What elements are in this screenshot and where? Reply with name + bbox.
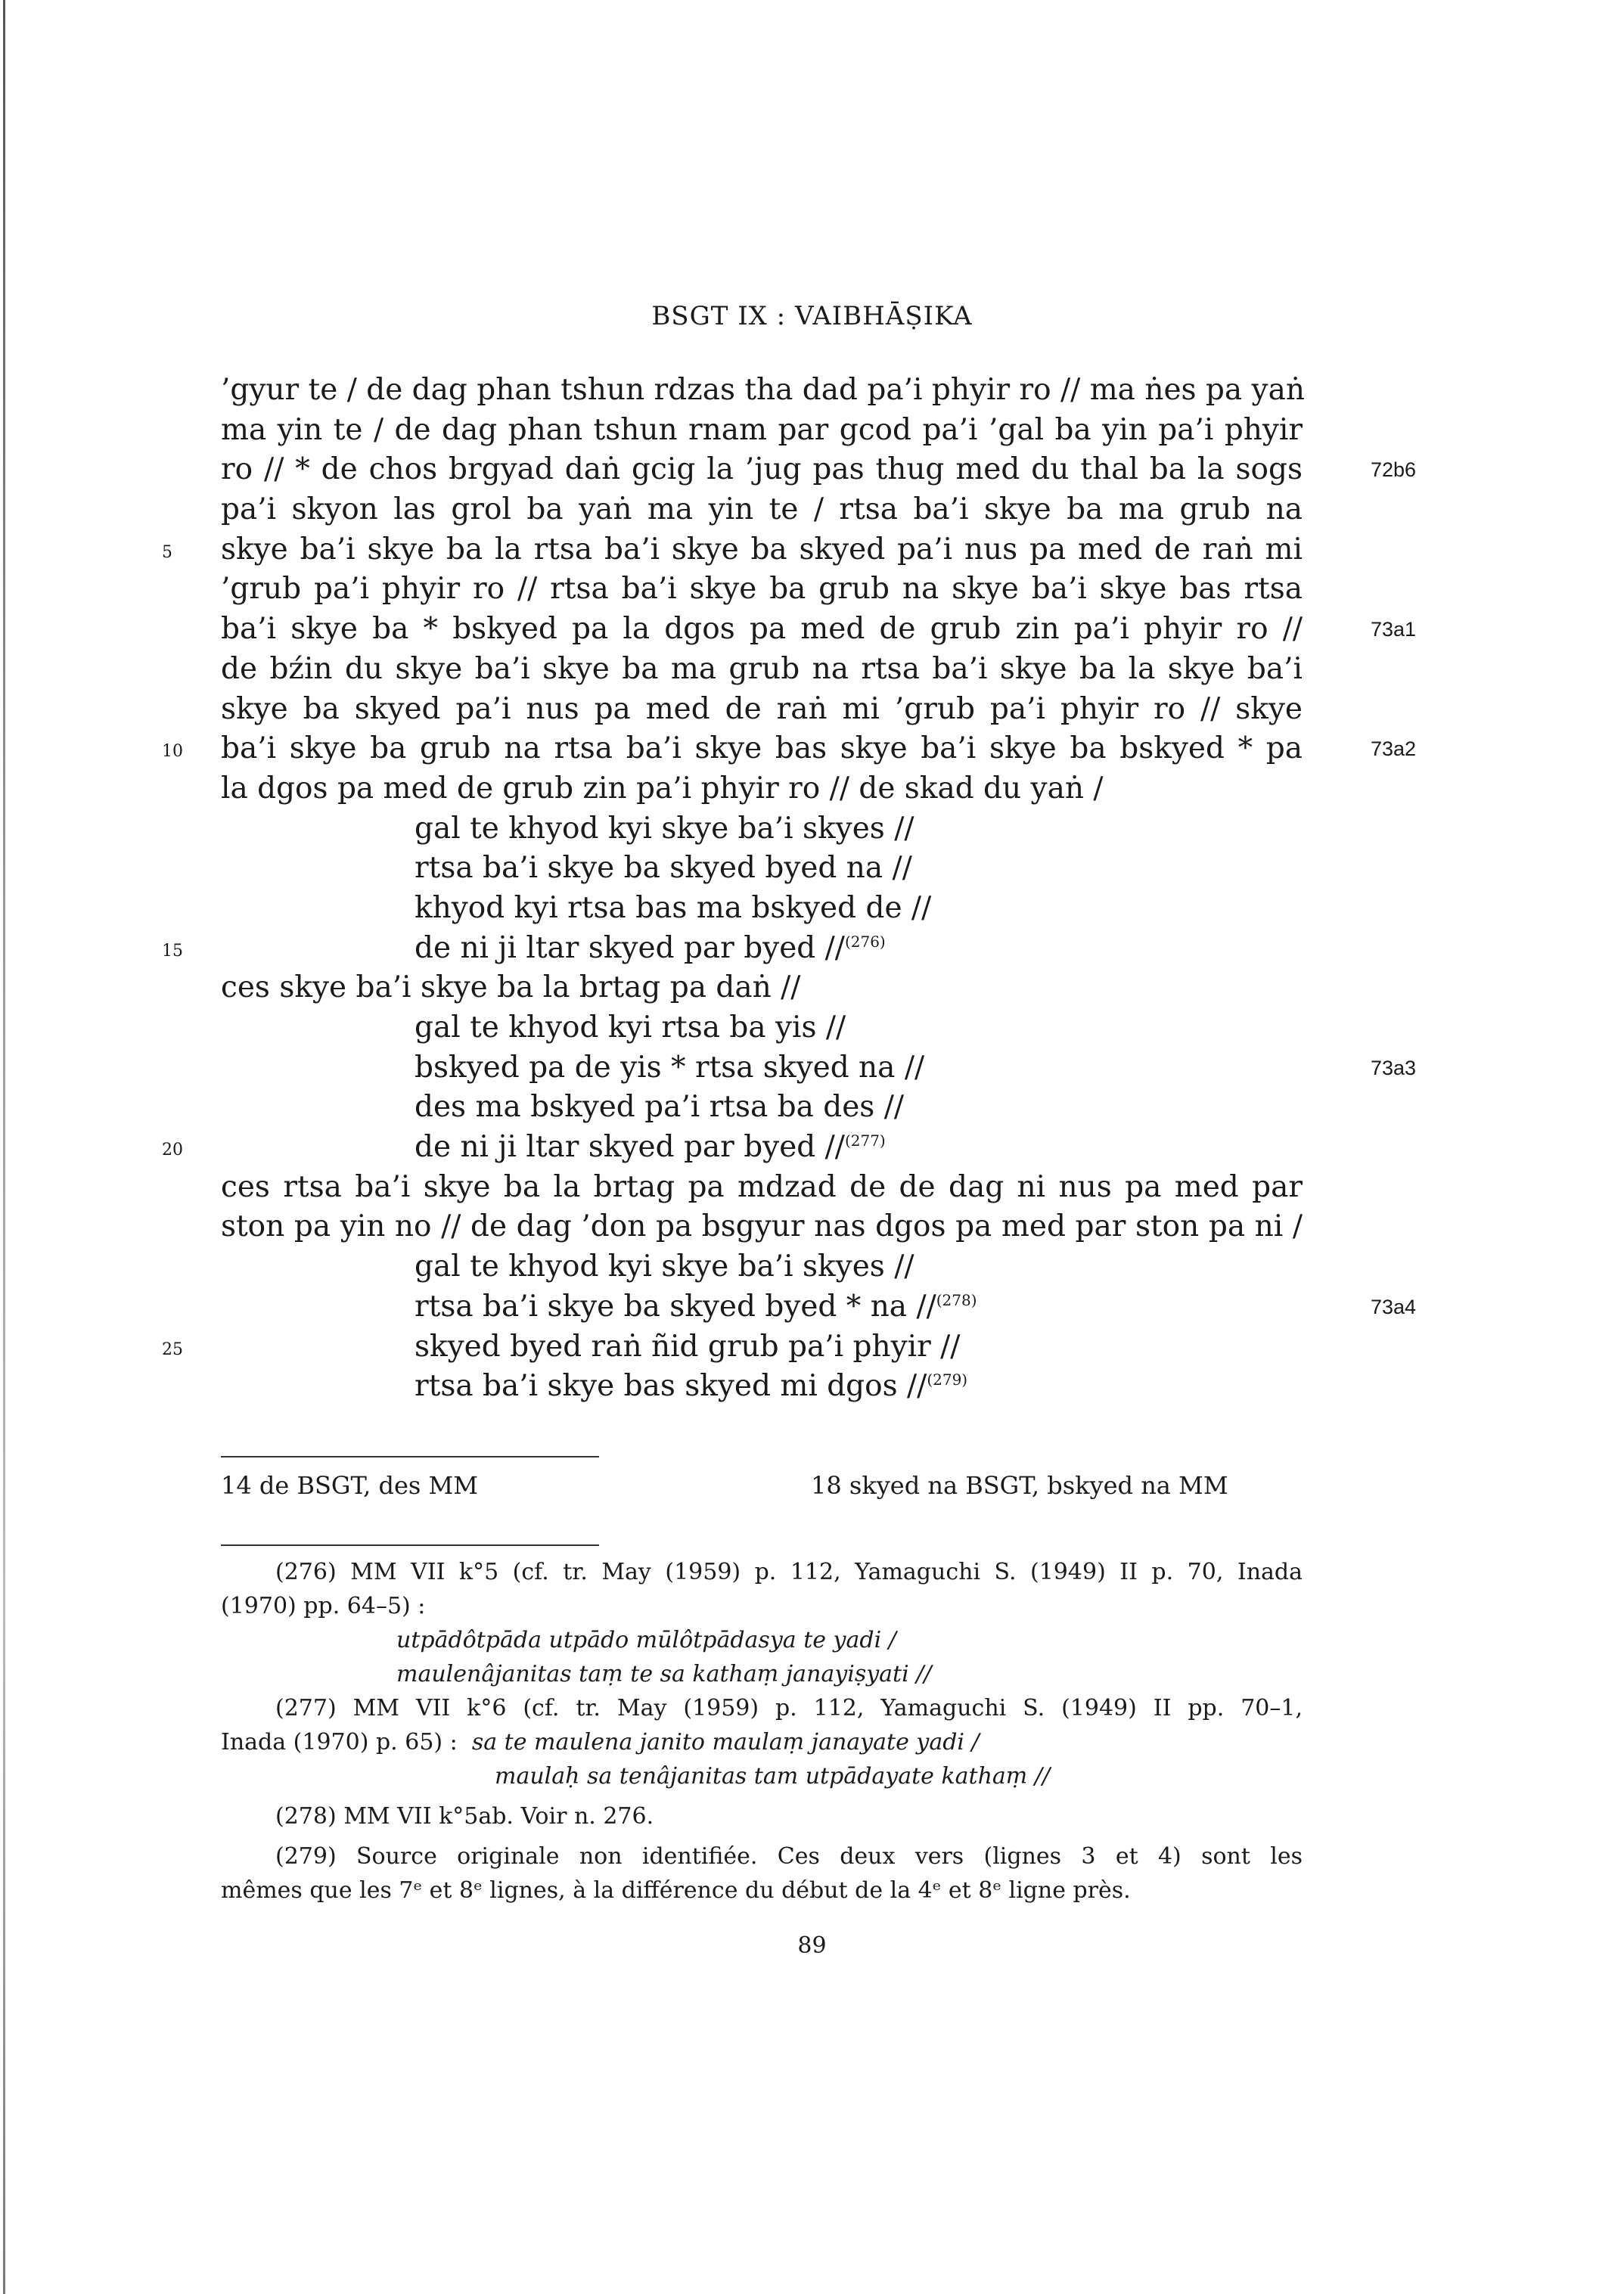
variants-rule bbox=[221, 1456, 599, 1457]
line-text bbox=[221, 450, 1303, 490]
line-text bbox=[221, 769, 1303, 809]
text-line bbox=[221, 968, 1303, 1008]
verse-line bbox=[221, 1008, 1303, 1048]
line-content: ces skye ba’i skye ba la brtag pa daṅ // bbox=[221, 970, 801, 1005]
line-content: skye ba skyed pa’i nus pa med de raṅ mi ’grub pa’i phyir ro // skye bbox=[221, 691, 1303, 726]
line-text bbox=[221, 690, 1303, 730]
line-text bbox=[221, 530, 1303, 570]
line-content: gal te khyod kyi rtsa ba yis // bbox=[415, 1010, 846, 1045]
footnote-ref[interactable]: (279) bbox=[927, 1371, 968, 1389]
line-text bbox=[221, 1048, 1303, 1088]
line-text bbox=[221, 889, 1303, 929]
verse-line bbox=[221, 849, 1303, 889]
variant-line-18: 18 skyed na BSGT, bskyed na MM bbox=[811, 1471, 1228, 1500]
line-content: ba’i skye ba * bskyed pa la dgos pa med de grub zin pa’i phyir ro // bbox=[221, 612, 1303, 647]
line-content: ces rtsa ba’i skye ba la brtag pa mdzad de de dag ni nus pa med par bbox=[221, 1169, 1303, 1204]
text-line bbox=[221, 411, 1303, 451]
footnotes bbox=[221, 1555, 1303, 1908]
line-content: ’gyur te / de dag phan tshun rdzas tha dad pa’i phyir ro // ma ṅes pa yaṅ bbox=[221, 373, 1305, 407]
line-number: 25 bbox=[162, 1339, 183, 1359]
text-line bbox=[221, 769, 1303, 809]
line-text bbox=[221, 1008, 1303, 1048]
verse-line bbox=[162, 1327, 1303, 1367]
variant-line-14: 14 de BSGT, des MM bbox=[221, 1471, 479, 1500]
verse-line bbox=[221, 1247, 1303, 1287]
line-number: 10 bbox=[162, 742, 183, 762]
verse-line bbox=[162, 1128, 1303, 1168]
line-text bbox=[221, 570, 1303, 610]
line-text bbox=[221, 1088, 1303, 1128]
text-line bbox=[221, 450, 1417, 490]
footnote-277-verse-1: sa te maulena janito maulaṃ janayate yadi / bbox=[471, 1729, 980, 1755]
folio-reference: 73a1 bbox=[1371, 618, 1417, 641]
line-text bbox=[221, 1287, 1303, 1327]
footnote-ref[interactable]: (276) bbox=[844, 932, 886, 951]
line-text bbox=[221, 610, 1303, 650]
line-content: pa’i skyon las grol ba yaṅ ma yin te / rtsa ba’i skye ba ma grub na bbox=[221, 492, 1303, 527]
text-line bbox=[221, 1207, 1303, 1247]
folio-reference: 73a3 bbox=[1371, 1056, 1417, 1079]
line-number: 5 bbox=[162, 542, 172, 562]
running-header: BSGT IX : VAIBHĀṢIKA bbox=[651, 301, 973, 331]
line-text bbox=[221, 729, 1303, 769]
footnote-ref[interactable]: (278) bbox=[936, 1290, 977, 1309]
text-line bbox=[221, 371, 1303, 411]
line-content: ’grub pa’i phyir ro // rtsa ba’i skye ba grub na skye ba’i skye bas rtsa bbox=[221, 572, 1303, 607]
footnote-277: (277) MM VII k°6 (cf. tr. May (1959) p. 112, Yamaguchi S. (1949) II pp. 70–1, bbox=[275, 1695, 1303, 1721]
text-line bbox=[221, 1168, 1303, 1208]
line-text bbox=[221, 849, 1303, 889]
line-text bbox=[221, 411, 1303, 451]
line-content: des ma bskyed pa’i rtsa ba des // bbox=[415, 1090, 904, 1125]
line-content: rtsa ba’i skye ba skyed byed * na // bbox=[415, 1289, 936, 1324]
text-line bbox=[221, 690, 1303, 730]
line-content: gal te khyod kyi skye ba’i skyes // bbox=[415, 811, 914, 846]
page-number: 89 bbox=[797, 1932, 827, 1959]
line-content: bskyed pa de yis * rtsa skyed na // bbox=[415, 1050, 925, 1085]
line-text bbox=[221, 650, 1303, 690]
line-content: rtsa ba’i skye bas skyed mi dgos // bbox=[415, 1369, 927, 1404]
line-content: de ni ji ltar skyed par byed // bbox=[415, 1130, 845, 1165]
line-content: rtsa ba’i skye ba skyed byed na // bbox=[415, 851, 912, 886]
line-content: ston pa yin no // de dag ’don pa bsgyur nas dgos pa med par ston pa ni / bbox=[221, 1209, 1303, 1244]
line-content: de bźin du skye ba’i skye ba ma grub na rtsa ba’i skye ba la skye ba’i bbox=[221, 651, 1303, 686]
line-text bbox=[221, 1367, 1303, 1407]
line-text bbox=[221, 1327, 1303, 1367]
verse-line bbox=[221, 1088, 1303, 1128]
verse-line bbox=[221, 1367, 1303, 1407]
line-text bbox=[221, 929, 1303, 969]
line-content: la dgos pa med de grub zin pa’i phyir ro // de skad du yaṅ / bbox=[221, 771, 1104, 806]
line-content: skye ba’i skye ba la rtsa ba’i skye ba skyed pa’i nus pa med de raṅ mi bbox=[221, 532, 1303, 567]
footnote-277-verse-2: maulaḥ sa tenâjanitas tam utpādayate kathaṃ // bbox=[495, 1763, 1051, 1790]
text-line bbox=[162, 530, 1303, 570]
line-text bbox=[221, 1128, 1303, 1168]
verse-line bbox=[221, 889, 1303, 929]
footnote-279: (279) Source originale non identifiée. Ces deux vers (lignes 3 et 4) sont les bbox=[275, 1843, 1303, 1870]
line-text bbox=[221, 1168, 1303, 1208]
verse-line bbox=[221, 1287, 1417, 1327]
footnote-279-cont: mêmes que les 7ᵉ et 8ᵉ lignes, à la différence du début de la 4ᵉ et 8ᵉ ligne près. bbox=[221, 1877, 1131, 1904]
footnote-278: (278) MM VII k°5ab. Voir n. 276. bbox=[275, 1803, 654, 1830]
footnotes-rule bbox=[221, 1544, 599, 1546]
line-content: ba’i skye ba grub na rtsa ba’i skye bas skye ba’i skye ba bskyed * pa bbox=[221, 731, 1303, 766]
main-text bbox=[162, 371, 1417, 1407]
text-line bbox=[221, 490, 1303, 530]
line-content: skyed byed raṅ ñid grub pa’i phyir // bbox=[415, 1329, 961, 1364]
line-content: khyod kyi rtsa bas ma bskyed de // bbox=[415, 890, 932, 925]
line-content: ma yin te / de dag phan tshun rnam par gcod pa’i ’gal ba yin pa’i phyir bbox=[221, 412, 1303, 447]
footnote-277-cont bbox=[221, 1725, 1303, 1759]
verse-line bbox=[221, 1048, 1417, 1088]
line-text bbox=[221, 1247, 1303, 1287]
text-line bbox=[221, 610, 1417, 650]
line-text bbox=[221, 371, 1303, 411]
line-text bbox=[221, 809, 1303, 849]
line-number: 15 bbox=[162, 941, 183, 961]
footnote-277-source: Inada (1970) p. 65) : bbox=[221, 1729, 458, 1755]
line-text bbox=[221, 1207, 1303, 1247]
verse-line bbox=[162, 929, 1303, 969]
footnote-276-verse-1: utpādôtpāda utpādo mūlôtpādasya te yadi / bbox=[396, 1627, 896, 1653]
line-text bbox=[221, 490, 1303, 530]
folio-reference: 73a4 bbox=[1371, 1295, 1417, 1318]
footnote-ref[interactable]: (277) bbox=[844, 1131, 886, 1150]
verse-line bbox=[221, 809, 1303, 849]
footnote-276-verse-2: maulenâjanitas taṃ te sa kathaṃ janayiṣyati // bbox=[396, 1661, 932, 1687]
folio-reference: 73a2 bbox=[1371, 737, 1417, 761]
line-text bbox=[221, 968, 1303, 1008]
line-content: de ni ji ltar skyed par byed // bbox=[415, 930, 845, 965]
text-line bbox=[162, 729, 1417, 769]
text-line bbox=[221, 570, 1303, 610]
text-line bbox=[221, 650, 1303, 690]
line-number: 20 bbox=[162, 1141, 183, 1160]
line-content: ro // * de chos brgyad daṅ gcig la ’jug pas thug med du thal ba la sogs bbox=[221, 452, 1303, 487]
footnote-276-cont: (1970) pp. 64–5) : bbox=[221, 1593, 426, 1619]
line-content: gal te khyod kyi skye ba’i skyes // bbox=[415, 1249, 914, 1284]
folio-reference: 72b6 bbox=[1371, 458, 1417, 482]
footnote-276: (276) MM VII k°5 (cf. tr. May (1959) p. 112, Yamaguchi S. (1949) II p. 70, Inada bbox=[275, 1559, 1303, 1585]
